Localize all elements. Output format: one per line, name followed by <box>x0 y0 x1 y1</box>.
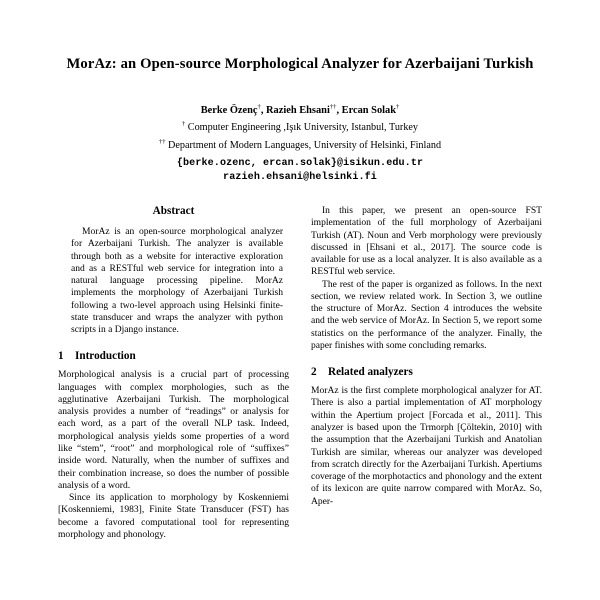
right-column <box>311 205 542 541</box>
affiliation-line <box>58 120 542 135</box>
author-separator: , <box>260 105 267 117</box>
section-number: 1 <box>58 350 64 363</box>
paragraph: Since its application to morphology by Koskenniemi [Koskenniemi, 1983], Finite State Transducer (FST) has become a favored computational tool for representing morphology and phonology. <box>58 492 289 540</box>
paragraph: Morphological analysis is a crucial part of processing languages with complex morphologies, such as the agglutinative Azerbaijani Turkish. The morphological analysis provides a number of “readings” or analysis for each word, as a part of the overall NLP task. Indeed, morphological analysis yields some properties of a word like “stem”, “root” and morphological role of “suffixes” inside word. Naturally, when the number of suffixes and their combination increase, so does the number of possible analysis of a word. <box>58 369 289 491</box>
section-title: Related analyzers <box>328 366 413 379</box>
author-name: Ercan Solak <box>341 105 397 117</box>
left-column <box>58 205 289 541</box>
affiliation-line <box>58 138 542 153</box>
masthead <box>0 0 600 185</box>
author-affiliation-mark: † <box>396 103 400 111</box>
paragraph: MorAz is the first complete morphological analyzer for AT. There is also a partial implementation of AT morphology within the Apertium project [Forcada et al., 2011]. This analyzer is based upon the Trmorph [Çöltekin, 2010] with the assumption that the Azerbaijani Turkish and Anatolian Turkish are similar, whereas our analyzer was developed from scratch directly for the Azerbaijani Turkish. Apertiums coverage of the morphotactics and phonology and the extent of its lexicon are quite narrow compared with MorAz. So, Aper- <box>311 385 542 507</box>
page-title: MorAz: an Open-source Morphological Analyzer for Azerbaijani Turkish <box>66 56 534 72</box>
abstract-heading: Abstract <box>152 205 195 217</box>
author-separator: , <box>336 105 342 117</box>
section-heading-introduction <box>58 350 289 362</box>
author-affiliation-mark: † <box>257 103 261 111</box>
abstract-text: MorAz is an open-source morphological analyzer for Azerbaijani Turkish. The analyzer is available through both as a website for interactive exploration and as a RESTful web service for integration into a natural language processing pipeline. MorAz implements the morphology of Azerbaijani Turkish following a two-level approach using Helsinki finite-state transducer and wraps the analyzer with python scripts in a Django instance. <box>71 226 283 336</box>
author-name: Razieh Ehsani <box>266 105 330 117</box>
paragraph: The rest of the paper is organized as follows. In the next section, we review related work. In Section 3, we outline the structure of MorAz. Section 4 introduces the website and the web service of MorAz. In Section 5, we report some statistics on the performance of the analyzer. Finally, the paper finishes with some concluding remarks. <box>311 278 542 351</box>
affiliation-text: Computer Engineering ,Işık University, Istanbul, Turkey <box>187 122 419 134</box>
email-line: {berke.ozenc, ercan.solak}@isikun.edu.tr <box>176 157 424 169</box>
author-affiliation-mark: †† <box>329 103 337 111</box>
body-columns <box>58 205 542 541</box>
abstract-body <box>58 226 289 336</box>
paragraph: In this paper, we present an open-source FST implementation of the full morphology of Azerbaijani Turkish (AT). Noun and Verb morphology were previously discussed in [Ehsani et al., 2017]. The source code is available for use as a local analyzer. It is also available as a RESTful web service. <box>311 205 542 278</box>
email-line: razieh.ehsani@helsinki.fi <box>223 171 377 183</box>
affiliation-text: Department of Modern Languages, University of Helsinki, Finland <box>168 139 442 151</box>
section-title: Introduction <box>75 350 136 363</box>
author-name: Berke Özenç <box>200 105 258 117</box>
section-number: 2 <box>311 366 317 379</box>
section-heading-related-analyzers <box>311 366 542 378</box>
affiliation-mark: †† <box>158 138 166 146</box>
author-list <box>58 103 542 185</box>
affiliation-mark: † <box>181 120 186 128</box>
email-block <box>58 157 542 185</box>
